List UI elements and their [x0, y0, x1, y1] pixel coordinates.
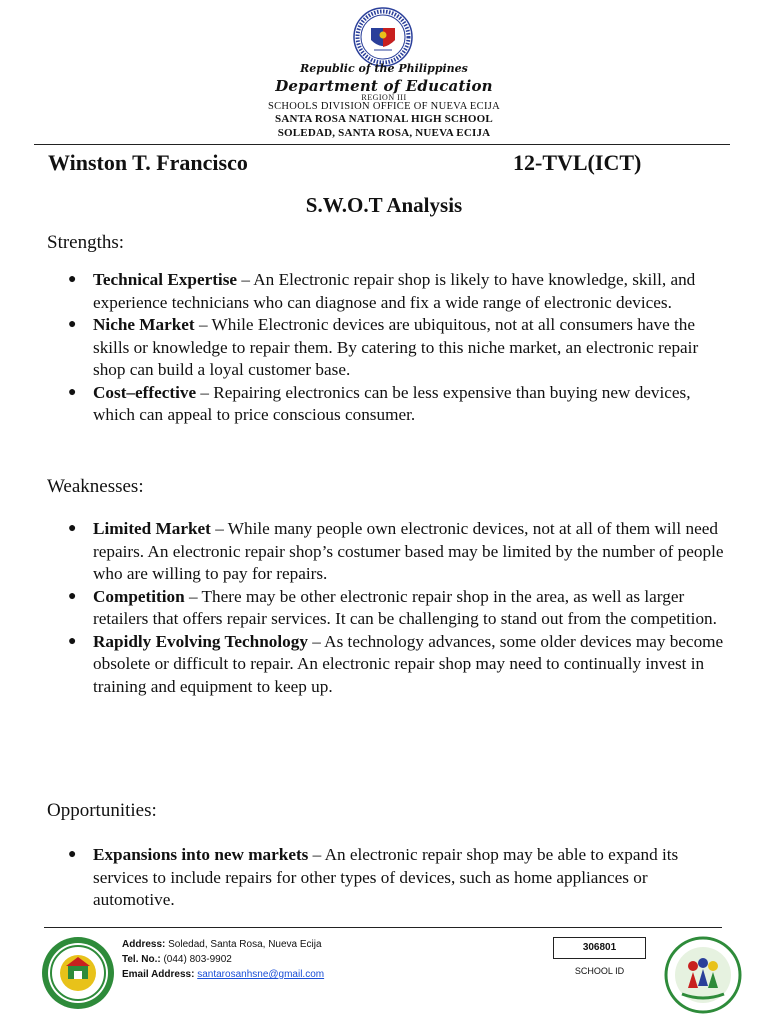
list-item	[66, 518, 726, 586]
weaknesses-heading: Weaknesses:	[47, 476, 144, 497]
strengths-heading: Strengths:	[47, 232, 125, 253]
item-text: – There may be other electronic repair shop in the area, as well as larger retailers that offers repair services. It can be challenging to stand out from the competition.	[93, 586, 717, 628]
header-divider	[34, 144, 730, 145]
bullet-icon: ●	[68, 847, 77, 862]
email-label: Email Address:	[122, 969, 195, 980]
bullet-icon: ●	[68, 317, 77, 332]
item-term: Competition	[93, 586, 185, 606]
bullet-icon: ●	[68, 633, 77, 649]
school-id-label: SCHOOL ID	[574, 966, 625, 976]
strengths-list	[66, 269, 726, 427]
student-section: 12-TVL(ICT)	[513, 150, 642, 175]
tel-value: (044) 803-9902	[160, 954, 232, 965]
email-link[interactable]: santarosanhsne@gmail.com	[197, 969, 325, 980]
opportunities-heading: Opportunities:	[47, 800, 157, 821]
item-term: Niche Market	[93, 315, 195, 334]
division-line: SCHOOLS DIVISION OFFICE OF NUEVA ECIJA	[267, 101, 501, 112]
weaknesses-list	[66, 518, 726, 698]
department-name: Department of Education	[275, 77, 493, 95]
student-name: Winston T. Francisco	[48, 150, 248, 175]
school-address: SOLEDAD, SANTA ROSA, NUEVA ECIJA	[277, 127, 491, 139]
footer-tel-line	[122, 952, 324, 967]
footer-contact	[122, 937, 324, 982]
school-logo-icon	[40, 935, 116, 1011]
bullet-icon: ●	[68, 521, 77, 536]
item-text: – Repairing electronics can be less expensive than buying new devices, which can appeal to price conscious consumer.	[93, 382, 691, 424]
republic-line: Republic of the Philippines	[300, 62, 468, 75]
document-title: S.W.O.T Analysis	[305, 193, 463, 217]
item-term: Technical Expertise	[93, 270, 238, 289]
child-friendly-school-logo-icon	[664, 936, 742, 1014]
deped-seal-icon	[352, 6, 414, 68]
item-text: – As technology advances, some older devices may become obsolete or difficult to repair. An electronic repair shop may need to continually invest in training and equipment to keep up.	[93, 631, 724, 696]
opportunities-list	[66, 844, 726, 912]
item-term: Limited Market	[93, 519, 211, 538]
list-item	[66, 382, 726, 427]
school-name: SANTA ROSA NATIONAL HIGH SCHOOL	[275, 113, 493, 125]
region-line: REGION III	[361, 93, 407, 102]
item-term: Expansions into new markets	[93, 845, 309, 864]
tel-label: Tel. No.:	[122, 954, 161, 965]
list-item	[66, 844, 726, 912]
footer-divider	[44, 927, 722, 928]
item-text: – An electronic repair shop may be able to expand its services to include repairs for other types of devices, such as home appliances or automotive.	[93, 845, 679, 909]
bullet-icon: ●	[68, 384, 77, 400]
item-term: Rapidly Evolving Technology	[93, 631, 308, 651]
address-value: Soledad, Santa Rosa, Nueva Ecija	[165, 939, 322, 950]
school-id-value: 306801	[553, 937, 646, 959]
list-item	[66, 269, 726, 314]
item-term: Cost–effective	[93, 382, 197, 402]
list-item	[66, 314, 726, 382]
footer-address-line	[122, 937, 324, 952]
list-item	[66, 586, 726, 631]
bullet-icon: ●	[68, 272, 77, 287]
item-text: – While many people own electronic devices, not at all of them will need repairs. An electronic repair shop’s costumer based may be limited by the number of people who are willing to pay for repairs.	[93, 519, 724, 583]
list-item	[66, 631, 726, 699]
bullet-icon: ●	[68, 588, 77, 604]
footer-email-line	[122, 967, 324, 982]
item-text: – While Electronic devices are ubiquitous, not at all consumers have the skills or knowledge to repair them. By catering to this niche market, an electronic repair shop can build a loyal customer base.	[93, 315, 699, 379]
address-label: Address:	[122, 939, 166, 950]
item-text: – An Electronic repair shop is likely to have knowledge, skill, and experience technicians who can diagnose and fix a wide range of electronic devices.	[93, 270, 696, 312]
